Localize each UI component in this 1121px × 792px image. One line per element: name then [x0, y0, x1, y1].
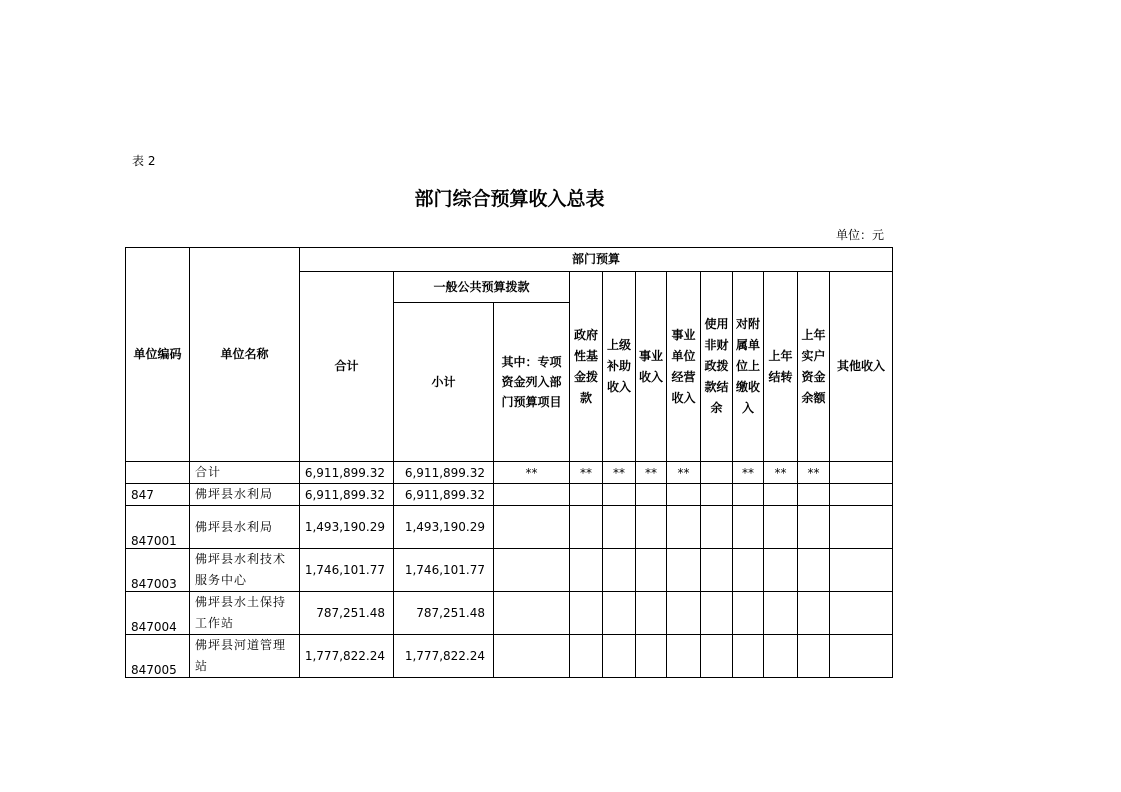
- header-subtotal: 小计: [394, 303, 494, 462]
- header-upper-subsidy: 上级补助收入: [603, 272, 636, 462]
- row-total: 6,911,899.32: [300, 484, 394, 506]
- header-other-income: 其他收入: [830, 272, 893, 462]
- row-other: [830, 462, 893, 484]
- row-business-op: [667, 484, 701, 506]
- row-subtotal: 6,911,899.32: [394, 484, 494, 506]
- row-fund-balance: [798, 592, 830, 635]
- row-fund-balance: **: [798, 462, 830, 484]
- header-gov-fund: 政府性基金拨款: [570, 272, 603, 462]
- row-code: 847003: [126, 549, 190, 592]
- row-total: 1,777,822.24: [300, 635, 394, 678]
- row-business: [636, 549, 667, 592]
- row-subtotal: 6,911,899.32: [394, 462, 494, 484]
- row-name: 佛坪县水土保持工作站: [190, 592, 300, 635]
- row-upper-subsidy: **: [603, 462, 636, 484]
- row-subtotal: 1,493,190.29: [394, 506, 494, 549]
- row-affiliated: [733, 635, 764, 678]
- row-business-op: [667, 506, 701, 549]
- header-general-public: 一般公共预算拨款: [394, 272, 570, 303]
- row-special: [494, 592, 570, 635]
- header-prev-carryover: 上年结转: [764, 272, 798, 462]
- row-name: 佛坪县水利技术服务中心: [190, 549, 300, 592]
- row-special: [494, 506, 570, 549]
- row-non-fiscal: [701, 506, 733, 549]
- budget-table: [125, 247, 893, 678]
- row-subtotal: 1,777,822.24: [394, 635, 494, 678]
- header-business-income: 事业收入: [636, 272, 667, 462]
- table-row: [126, 506, 893, 549]
- row-other: [830, 592, 893, 635]
- row-upper-subsidy: [603, 635, 636, 678]
- row-affiliated: [733, 549, 764, 592]
- row-gov-fund: [570, 484, 603, 506]
- row-upper-subsidy: [603, 549, 636, 592]
- header-special-fund: 其中：专项资金列入部门预算项目: [494, 303, 570, 462]
- row-affiliated: [733, 592, 764, 635]
- header-dept-budget: 部门预算: [300, 248, 893, 272]
- row-special: **: [494, 462, 570, 484]
- header-non-fiscal-balance: 使用非财政拨款结余: [701, 272, 733, 462]
- row-special: [494, 484, 570, 506]
- row-business: [636, 506, 667, 549]
- row-subtotal: 787,251.48: [394, 592, 494, 635]
- row-non-fiscal: [701, 635, 733, 678]
- row-special: [494, 635, 570, 678]
- row-code: [126, 462, 190, 484]
- row-business: [636, 484, 667, 506]
- row-name: 佛坪县水利局: [190, 484, 300, 506]
- row-code: 847005: [126, 635, 190, 678]
- row-other: [830, 484, 893, 506]
- row-gov-fund: [570, 506, 603, 549]
- row-gov-fund: **: [570, 462, 603, 484]
- row-other: [830, 506, 893, 549]
- row-non-fiscal: [701, 592, 733, 635]
- table-row: [126, 462, 893, 484]
- header-prev-fund-balance: 上年实户资金余额: [798, 272, 830, 462]
- table-row: [126, 635, 893, 678]
- row-affiliated: [733, 506, 764, 549]
- row-non-fiscal: [701, 484, 733, 506]
- header-unit-name: 单位名称: [190, 248, 300, 462]
- row-upper-subsidy: [603, 506, 636, 549]
- row-non-fiscal: [701, 462, 733, 484]
- header-total: 合计: [300, 272, 394, 462]
- row-total: 1,746,101.77: [300, 549, 394, 592]
- row-carryover: [764, 592, 798, 635]
- table-row: [126, 592, 893, 635]
- row-business-op: [667, 592, 701, 635]
- row-upper-subsidy: [603, 484, 636, 506]
- table-row: [126, 484, 893, 506]
- row-total: 787,251.48: [300, 592, 394, 635]
- table-row: [126, 549, 893, 592]
- row-total: 6,911,899.32: [300, 462, 394, 484]
- header-unit-code: 单位编码: [126, 248, 190, 462]
- row-other: [830, 549, 893, 592]
- row-other: [830, 635, 893, 678]
- row-fund-balance: [798, 484, 830, 506]
- header-affiliated-income: 对附属单位上缴收入: [733, 272, 764, 462]
- row-upper-subsidy: [603, 592, 636, 635]
- row-carryover: [764, 635, 798, 678]
- row-code: 847001: [126, 506, 190, 549]
- row-name: 合计: [190, 462, 300, 484]
- row-special: [494, 549, 570, 592]
- row-carryover: [764, 549, 798, 592]
- header-business-op-income: 事业单位经营收入: [667, 272, 701, 462]
- row-business: **: [636, 462, 667, 484]
- page-title: 部门综合预算收入总表: [414, 188, 605, 210]
- row-affiliated: [733, 484, 764, 506]
- row-business: [636, 592, 667, 635]
- header-row-1: [126, 248, 893, 272]
- row-gov-fund: [570, 549, 603, 592]
- unit-label: 单位：元: [835, 228, 884, 242]
- row-affiliated: **: [733, 462, 764, 484]
- row-subtotal: 1,746,101.77: [394, 549, 494, 592]
- row-carryover: [764, 506, 798, 549]
- row-fund-balance: [798, 635, 830, 678]
- row-name: 佛坪县水利局: [190, 506, 300, 549]
- row-name: 佛坪县河道管理站: [190, 635, 300, 678]
- row-carryover: **: [764, 462, 798, 484]
- row-gov-fund: [570, 635, 603, 678]
- row-non-fiscal: [701, 549, 733, 592]
- row-code: 847: [126, 484, 190, 506]
- row-fund-balance: [798, 549, 830, 592]
- row-fund-balance: [798, 506, 830, 549]
- row-business-op: [667, 549, 701, 592]
- table-label: 表 2: [132, 154, 156, 168]
- row-business-op: **: [667, 462, 701, 484]
- row-code: 847004: [126, 592, 190, 635]
- row-business: [636, 635, 667, 678]
- row-gov-fund: [570, 592, 603, 635]
- row-carryover: [764, 484, 798, 506]
- row-total: 1,493,190.29: [300, 506, 394, 549]
- row-business-op: [667, 635, 701, 678]
